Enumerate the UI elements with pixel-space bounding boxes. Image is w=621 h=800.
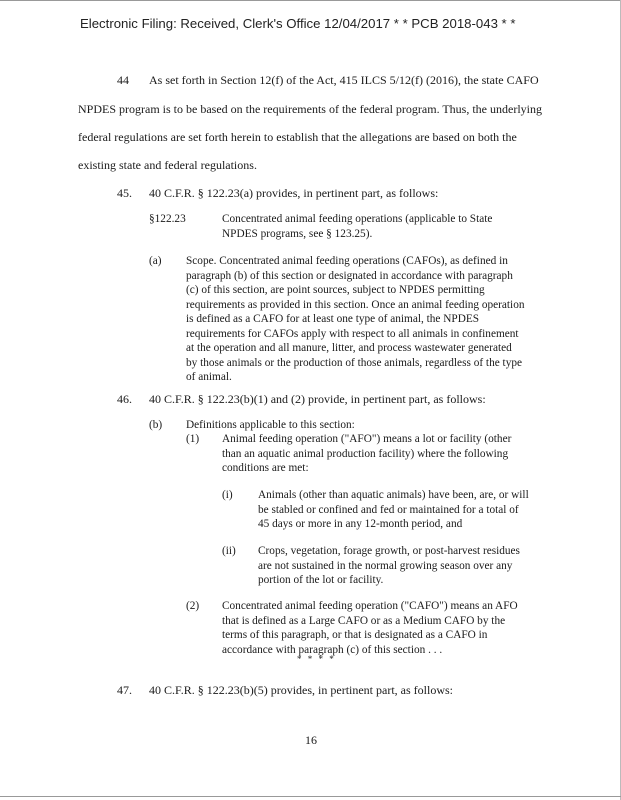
- page-edge-bottom: [0, 796, 621, 797]
- subsection-a-text: [186, 254, 525, 385]
- quote-line: paragraph (b) of this section or designated in accordance with paragraph: [186, 269, 513, 282]
- subsection-a-label: (a): [149, 255, 162, 267]
- omission-stars: * * * *: [297, 654, 336, 664]
- quote-line: Scope. Concentrated animal feeding operations (CAFOs), as defined in: [186, 255, 508, 267]
- page-edge-top: [0, 0, 621, 1]
- quote-line: portion of the lot or facility.: [258, 574, 384, 586]
- item-2-text: [222, 599, 518, 657]
- paragraph-44-line-3: federal regulations are set forth herein to establish that the allegations are based on both the: [78, 130, 517, 144]
- section-title-line: NPDES programs, see § 123.25).: [222, 227, 373, 240]
- quote-line: Animal feeding operation ("AFO") means a lot or facility (other: [222, 433, 512, 445]
- paragraph-44-line-1: As set forth in Section 12(f) of the Act, 415 ILCS 5/12(f) (2016), the state CAFO: [149, 73, 539, 87]
- quote-line: of animal.: [186, 371, 232, 383]
- item-ii-text: [258, 544, 520, 588]
- quote-line: requirements as provided in this section. Once an animal feeding operation: [186, 298, 525, 311]
- paragraph-45-text: 40 C.F.R. § 122.23(a) provides, in pertinent part, as follows:: [149, 186, 439, 200]
- item-1-text: [222, 432, 511, 476]
- quote-line: 45 days or more in any 12-month period, and: [258, 518, 463, 530]
- subsection-b-text: Definitions applicable to this section:: [186, 419, 355, 431]
- quote-line: (c) of this section, are point sources, subject to NPDES permitting: [186, 284, 485, 296]
- quote-line: at the operation and all manure, litter, and process wastewater generated: [186, 342, 512, 354]
- filing-header: Electronic Filing: Received, Clerk's Office 12/04/2017 * * PCB 2018-043 * *: [80, 16, 516, 31]
- quote-line: Animals (other than aquatic animals) have been, are, or will: [258, 489, 529, 501]
- paragraph-47-text: 40 C.F.R. § 122.23(b)(5) provides, in pertinent part, as follows:: [149, 683, 454, 697]
- quote-line: requirements for CAFOs apply with respect to all animals in confinement: [186, 327, 519, 340]
- quote-line: by those animals or the production of those animals, regardless of the type: [186, 356, 522, 369]
- quote-line: be stabled or confined and fed or maintained for a total of: [258, 503, 519, 516]
- section-122-23-label: §122.23: [149, 213, 186, 225]
- paragraph-44-line-2: NPDES program is to be based on the requirements of the federal program. Thus, the underlying: [78, 102, 542, 116]
- item-2-label: (2): [186, 600, 200, 612]
- quote-line: are not sustained in the normal growing season over any: [258, 559, 513, 572]
- page-number: 16: [305, 733, 317, 747]
- quote-line: than an aquatic animal production facility) where the following: [222, 447, 509, 460]
- quote-line: accordance with paragraph (c) of this section . . .: [222, 643, 443, 656]
- paragraph-44-line-4: existing state and federal regulations.: [78, 158, 257, 172]
- quote-line: Crops, vegetation, forage growth, or post-harvest residues: [258, 545, 520, 557]
- item-i-text: [258, 488, 529, 532]
- paragraph-47-number: 47.: [117, 683, 132, 697]
- quote-line: terms of this paragraph, or that is designated as a CAFO in: [222, 629, 488, 641]
- section-title-line: Concentrated animal feeding operations (applicable to State: [222, 213, 493, 225]
- paragraph-46-text: 40 C.F.R. § 122.23(b)(1) and (2) provide, in pertinent part, as follows:: [149, 392, 486, 406]
- quote-line: Concentrated animal feeding operation ("CAFO") means an AFO: [222, 600, 518, 612]
- paragraph-44-number: 44: [117, 73, 129, 87]
- paragraph-45-number: 45.: [117, 186, 132, 200]
- quote-line: that is defined as a Large CAFO or as a Medium CAFO by the: [222, 614, 506, 627]
- item-i-label: (i): [222, 489, 233, 501]
- quote-line: is defined as a CAFO for at least one type of animal, the NPDES: [186, 313, 480, 325]
- quote-line: conditions are met:: [222, 462, 309, 474]
- subsection-b-label: (b): [149, 419, 163, 431]
- item-ii-label: (ii): [222, 545, 236, 557]
- item-1-label: (1): [186, 433, 200, 445]
- section-122-23-title: [222, 212, 492, 241]
- paragraph-46-number: 46.: [117, 392, 132, 406]
